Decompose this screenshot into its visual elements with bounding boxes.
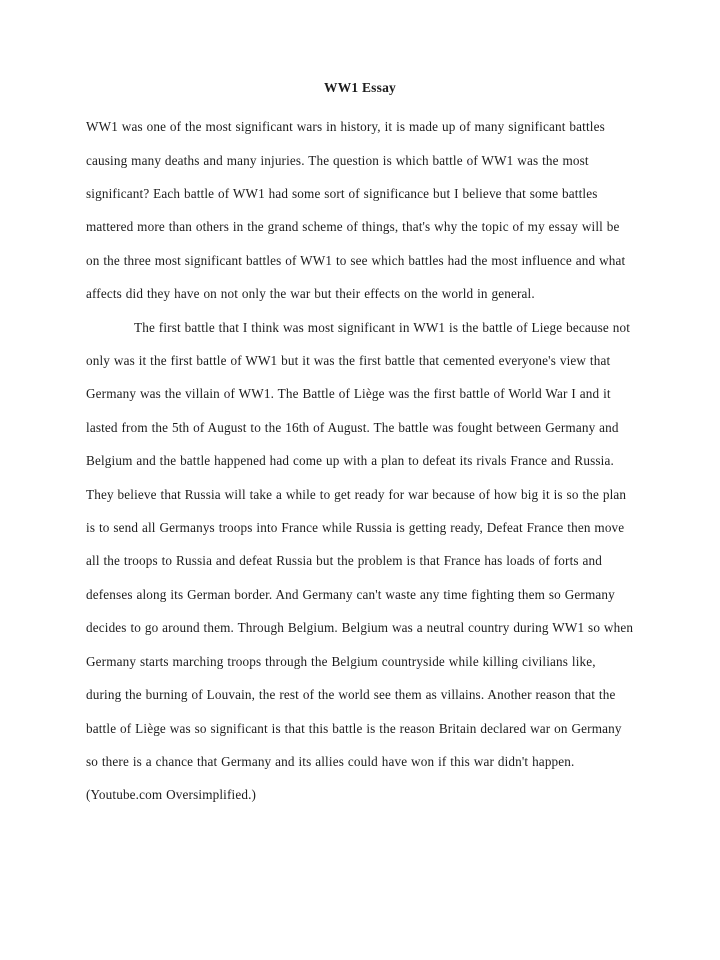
- document-body: [86, 80, 634, 812]
- page-title: WW1 Essay: [324, 80, 396, 95]
- paragraph-intro: WW1 was one of the most significant wars in history, it is made up of many significant battles causing many deaths and many injuries. The question is which battle of WW1 was the most significant? Each battle of WW1 had some sort of significance but I believe that some battles mattered more than others in the grand scheme of things, that's why the topic of my essay will be on the three most significant battles of WW1 to see which battles had the most influence and what affects did they have on not only the war but their effects on the world in general.: [86, 119, 626, 302]
- paragraph-liege-battle: The first battle that I think was most significant in WW1 is the battle of Liege because not only was it the first battle of WW1 but it was the first battle that cemented everyone's view that Germany was the villain of WW1. The Battle of Liège was the first battle of World War I and it lasted from the 5th of August to the 16th of August. The battle was fought between Germany and Belgium and the battle happened had come up with a plan to defeat its rivals France and Russia. They believe that Russia will take a while to get ready for war because of how big it is so the plan is to send all Germanys troops into France while Russia is getting ready, Defeat France then move all the troops to Russia and defeat Russia but the problem is that France has loads of forts and defenses along its German border. And Germany can't waste any time fighting them so Germany decides to go around them. Through Belgium. Belgium was a neutral country during WW1 so when Germany starts marching troops through the Belgium countryside while killing civilians like, during the burning of Louvain, the rest of the world see them as villains. Another reason that the battle of Liège was so significant is that this battle is the reason Britain declared war on Germany so there is a chance that Germany and its allies could have won if this war didn't happen. (Youtube.com Oversimplified.): [86, 319, 634, 803]
